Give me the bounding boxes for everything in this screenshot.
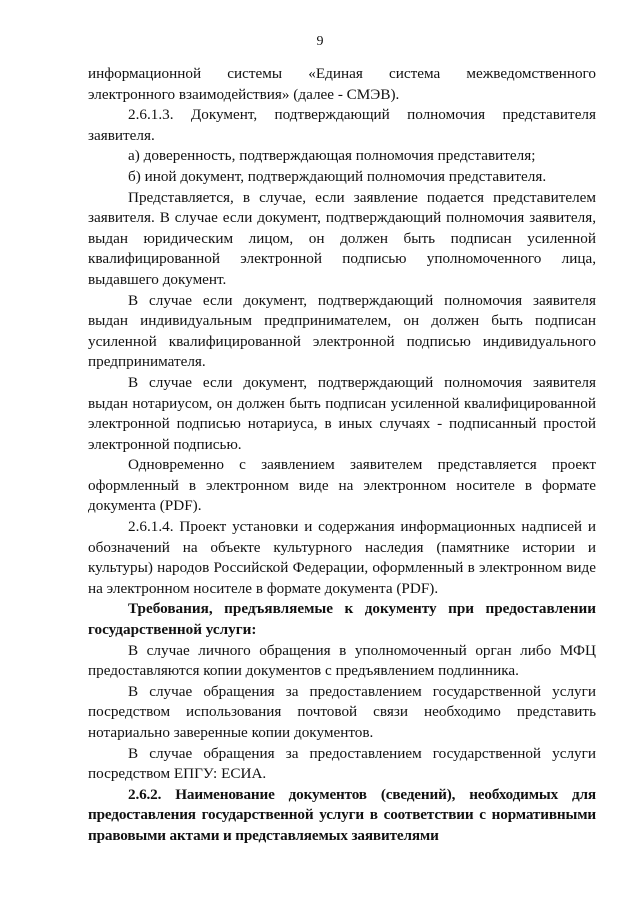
page-number: 9 (316, 34, 324, 49)
paragraph-personal-appeal: В случае личного обращения в уполномоченный орган либо МФЦ предоставляются копии документов с предъявлением подлинника. (88, 641, 596, 680)
paragraph-epgu-appeal: В случае обращения за предоставлением государственной услуги посредством ЕПГУ: ЕСИА. (88, 744, 596, 783)
paragraph-2-6-1-3: 2.6.1.3. Документ, подтверждающий полномочия представителя заявителя. (88, 106, 596, 144)
paragraph-pdf-project: Одновременно с заявлением заявителем представляется проект оформленный в электронном виде на электронном носителе в формате документа (PDF). (88, 456, 596, 515)
paragraph-2-6-1-4: 2.6.1.4. Проект установки и содержания информационных надписей и обозначений на объекте культурного наследия (памятнике истории и культуры) народов Российской Федерации, оформленный в электронном виде на электронном носителе в формате документа (PDF). (88, 518, 596, 597)
list-item-b: б) иной документ, подтверждающий полномочия представителя. (128, 167, 547, 185)
paragraph-postal-appeal: В случае обращения за предоставлением государственной услуги посредством использования почтовой связи необходимо представить нотариально заверенные копии документов. (88, 682, 596, 741)
document-body (88, 64, 596, 847)
paragraph-notary: В случае если документ, подтверждающий полномочия заявителя выдан нотариусом, он должен быть подписан усиленной квалифицированной электронной подписью нотариуса, в иных случаях - подписанный простой электронной подписью. (88, 373, 596, 453)
list-item-a: а) доверенность, подтверждающая полномочия представителя; (128, 147, 536, 165)
paragraph-smev-continuation: информационной системы «Единая система межведомственного электронного взаимодействия» (далее - СМЭВ). (88, 65, 596, 103)
heading-requirements: Требования, предъявляемые к документу при предоставлении государственной услуги: (88, 600, 596, 639)
heading-2-6-2: 2.6.2. Наименование документов (сведений), необходимых для предоставления государственной услуги в соответствии с нормативными правовыми актами и представляемых заявителями (88, 785, 596, 844)
paragraph-entrepreneur: В случае если документ, подтверждающий полномочия заявителя выдан индивидуальным предпринимателем, он должен быть подписан усиленной квалифицированной электронной подписью индивидуального предпринимателя. (88, 291, 596, 371)
paragraph-representative: Представляется, в случае, если заявление подается представителем заявителя. В случае если документ, подтверждающий полномочия заявителя, выдан юридическим лицом, он должен быть подписан усиленной квалифицированной электронной подписью уполномоченного лица, выдавшего документ. (88, 188, 596, 288)
